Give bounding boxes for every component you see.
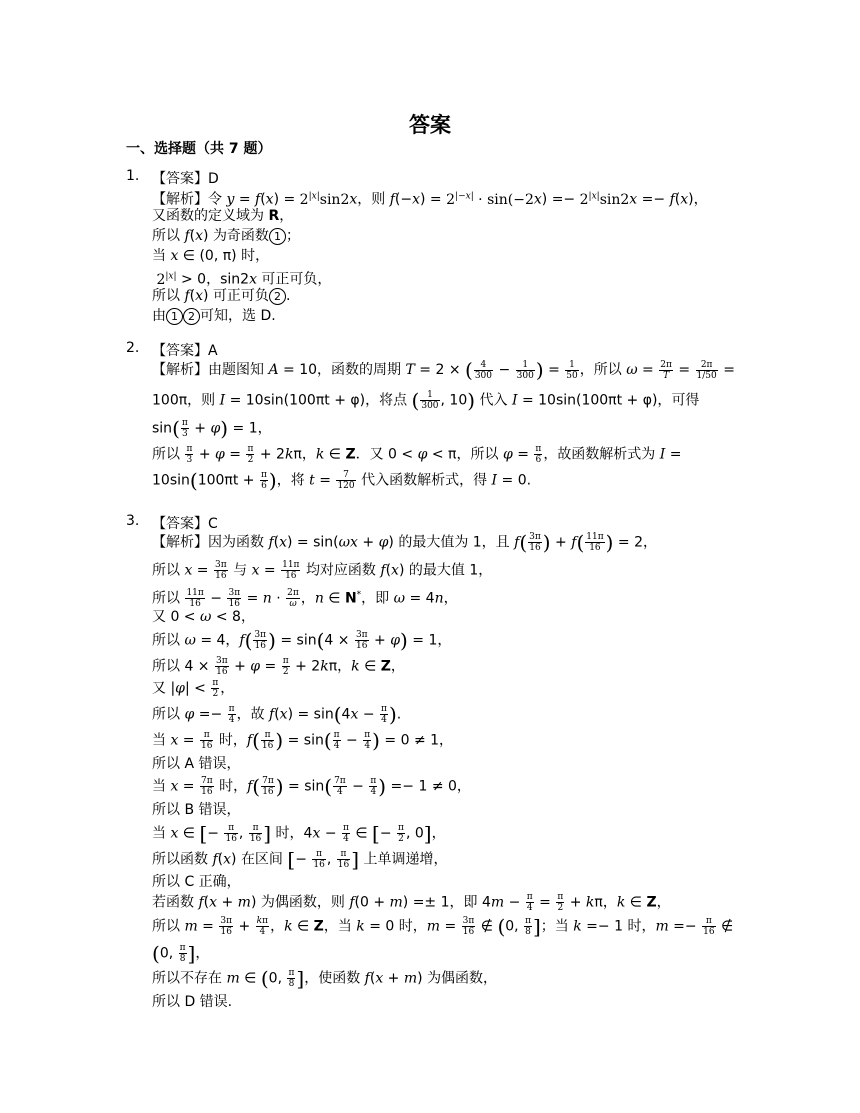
q3-text: 即 [463,894,478,911]
q1-text: 又函数的定义域为 [152,208,264,224]
q3-text: 时， [627,918,656,935]
q3-line-15 [152,872,241,892]
q1-text: 可知，选 D. [200,308,276,324]
q3-line-7: 又 |φ| < $\frac{\pi}{2}$ ， [152,678,235,699]
q3-text: 所以函数 [152,851,208,868]
q1-line-7: 由 1 2 可知，选 D. [152,308,276,324]
q2-text: 代入 [479,392,508,409]
q1-line-4: 当 x ∈ (0, π) 时， [152,248,270,264]
q3-text: 当 [337,918,352,935]
q1-text: 则 [371,191,386,208]
q3-text: 时， [275,825,304,842]
q1-text: R [268,208,280,224]
q3-text: 又 [152,680,166,697]
q1-line-3: 所以 f(x) 为奇函数 1 ； [152,228,300,244]
q1-text: 所以 [152,288,180,304]
q1-text: 由 [152,308,166,324]
q3-text: 时， [398,918,427,935]
q2-text: 则 [201,392,216,409]
q3-line-20 [152,992,232,1012]
q1-text: 可正可负， [261,271,332,288]
q3-text: 故 [250,706,265,723]
q2-text: 所以 [593,362,622,378]
q3-text: 当 [152,778,166,795]
q3-text: 所以 [152,590,180,607]
q3-text: 的最大值为 1，且 [398,534,510,551]
q3-text: 所以 [152,632,180,649]
q3-line-18: (0, $\frac{\pi}{8}$ ]， [152,941,210,966]
question-2-answer: 【答案】A [152,343,218,359]
q3-text: 时， [219,778,248,795]
q3-line-16: 若函数 f(x + m) 为偶函数，则 f(0 + m) =± 1，即 4m − $\frac{\pi}{4}$ = $\frac{\pi}{2}$ + kπ，k ∈ Z， [152,892,671,913]
q3-text: 所以不存在 [152,970,222,987]
q3-text: 使函数 [318,970,361,987]
q3-text: 当 [152,732,166,749]
q3-line-4: 又 0 < ω < 8， [152,609,255,625]
q3-text: 所以 [152,918,180,935]
q3-line-8: 所以 φ =− $\frac{\pi}{4}$ ，故 f(x) = sin(4x − $\frac{\pi}{4}$ ). [152,702,402,727]
q3-line-11: 当 x = $\frac{7\pi}{16}$ 时，f( $\frac{7\pi}{16}$ ) = sin( $\frac{7\pi}{4}$ − $\frac{\pi}{4}$ ) =− 1 ≠ 0， [152,774,471,799]
q1-line-1: 【解析】令 $y = f(x) = 2^{|x|}\sin 2x$，则 $f(-x) = 2^{|-x|} \cdot \sin(-2x) =- 2^{|x|}\sin 2x =- f(x)$， [152,191,708,208]
q3-line-3: 所以 $\frac{11\pi}{16}$ − $\frac{3\pi}{16}$ = n · $\frac{2\pi}{\omega}$ ，n ∈ N*，即 ω = 4n， [152,588,458,610]
q2-line-2: 100π，则 I = 10sin(100πt + φ)，将点 ( $\frac{1}{300}$ , 10) 代入 I = 10sin(100πt + φ)，可得 [152,388,700,413]
q3-text: 所以 D 错误. [152,994,233,1010]
q2-text: 所以 [152,446,180,463]
q2-text: 【解析】由题图知 [152,362,264,378]
q2-line-3: sin( $\frac{\pi}{3}$ + φ) = 1， [152,416,272,441]
q3-text: 所以 [152,706,180,723]
q2-text: 又 [369,446,384,463]
q2-line-1: 【解析】由题图知 A = 10，函数的周期 T = 2 × ( $\frac{4}{300}$ − $\frac{1}{300}$ ) = $\frac{1}{50}$ ，所以 ω = $\frac{2\pi}{T}$ = $\frac{2\pi}{1/50}$ = [152,358,735,382]
q2-line-4: 所以 $\frac{\pi}{3}$ + φ = $\frac{\pi}{2}$ + 2kπ，k ∈ Z．又 0 < φ < π，所以 φ = $\frac{\pi}{6}$ ，故函数解析式为 I = [152,444,682,465]
q3-text: 当 [554,918,569,935]
q3-line-6: 所以 4 × $\frac{3\pi}{16}$ + φ = $\frac{\pi}{2}$ + 2kπ，k ∈ Z， [152,656,405,677]
q3-text: 时， [218,732,247,749]
question-1-answer: 【答案】D [152,171,219,187]
q1-text: 为奇函数 [212,228,269,244]
q3-line-10 [152,754,240,774]
q3-line-12 [152,800,241,820]
q3-line-17: 所以 m = $\frac{3\pi}{16}$ + $\frac{k\pi}{4}$ ，k ∈ Z，当 k = 0 时，m = $\frac{3\pi}{16}$ ∉ (0, $\frac{\pi}{8}$ ]；当 k =− 1 时，m =− $\frac{\pi}{16}$ ∉ [152,914,734,939]
q3-line-2: 所以 x = $\frac{3\pi}{16}$ 与 x = $\frac{11\pi}{16}$ 均对应函数 f(x) 的最大值 1， [152,560,493,581]
q3-text: 所以 C 正确， [152,874,241,890]
q3-text: 若函数 [152,894,194,911]
question-3-answer: 【答案】C [152,516,218,532]
q1-line-2: 又函数的定义域为 R， [152,208,294,224]
q3-text: 均对应函数 [305,562,376,579]
question-3-number: 3. [126,513,140,529]
q3-text: 与 [233,562,248,579]
q3-text: 在区间 [240,851,283,868]
q3-text: 上单调递增， [363,851,448,868]
q1-text: 所以 [152,228,180,244]
q3-text: 所以 [152,658,180,675]
q2-line-5: 10sin(100πt + $\frac{\pi}{6}$ )，将 t = $\frac{7}{120}$ 代入函数解析式，得 I = 0. [152,468,532,493]
q3-text: 所以 A 错误， [152,756,241,772]
q3-text: 所以 B 错误， [152,802,241,818]
q3-line-14: 所以函数 f(x) 在区间 [− $\frac{\pi}{16}$ , $\frac{\pi}{16}$ ] 上单调递增， [152,847,448,872]
q3-line-9: 当 x = $\frac{\pi}{16}$ 时，f( $\frac{\pi}{16}$ ) = sin( $\frac{\pi}{4}$ − $\frac{\pi}{4}$ ) = 0 ≠ 1， [152,728,454,753]
q1-line-5: $2^{|x|} > 0$，sin2x 可正可负， [156,271,332,288]
q1-text: 时， [241,248,270,264]
q1-line-6: 所以 f(x) 可正可负 2 . [152,288,291,304]
q3-line-1: 【解析】因为函数 f(x) = sin(ωx + φ) 的最大值为 1，且 f( $\frac{3\pi}{16}$ ) + f( $\frac{11\pi}{16}$ ) = 2， [152,530,657,555]
q3-text: 当 [152,825,166,842]
q2-text: 代入函数解析式，得 [361,472,488,489]
q3-text: 【解析】因为函数 [152,534,264,551]
q3-line-19: 所以不存在 m ∈ (0, $\frac{\pi}{8}$ ]，使函数 f(x + m) 为偶函数， [152,966,498,991]
q2-text: 将点 [379,392,408,409]
q3-text: 为偶函数，则 [260,894,345,911]
q1-text: 【解析】令 [152,191,222,208]
q2-text: 所以 [470,446,499,463]
q1-text: 当 [152,248,166,264]
page-title: 答案 [409,113,451,137]
q3-line-5: 所以 ω = 4，f( $\frac{3\pi}{16}$ ) = sin(4 × $\frac{3\pi}{16}$ + φ) = 1， [152,628,452,653]
q2-text: 可得 [671,392,700,409]
q3-text: 的最大值 1， [408,562,493,579]
q3-text: 为偶函数， [427,970,498,987]
q3-text: 即 [375,590,390,607]
q3-text: 所以 [152,562,180,579]
q3-line-13: 当 x ∈ [− $\frac{\pi}{16}$ , $\frac{\pi}{16}$ ] 时，4x − $\frac{\pi}{4}$ ∈ [− $\frac{\pi}{2}$ , 0]， [152,821,446,846]
question-2-number: 2. [126,340,140,356]
section-heading: 一、选择题（共 7 题） [126,141,272,157]
q2-text: 函数的周期 [331,362,402,378]
q3-text: 又 [152,609,166,625]
q2-text: 将 [290,472,305,489]
q2-text: 故函数解析式为 [557,446,656,463]
question-1-number: 1. [126,168,140,184]
q1-text: 可正可负 [212,288,269,304]
